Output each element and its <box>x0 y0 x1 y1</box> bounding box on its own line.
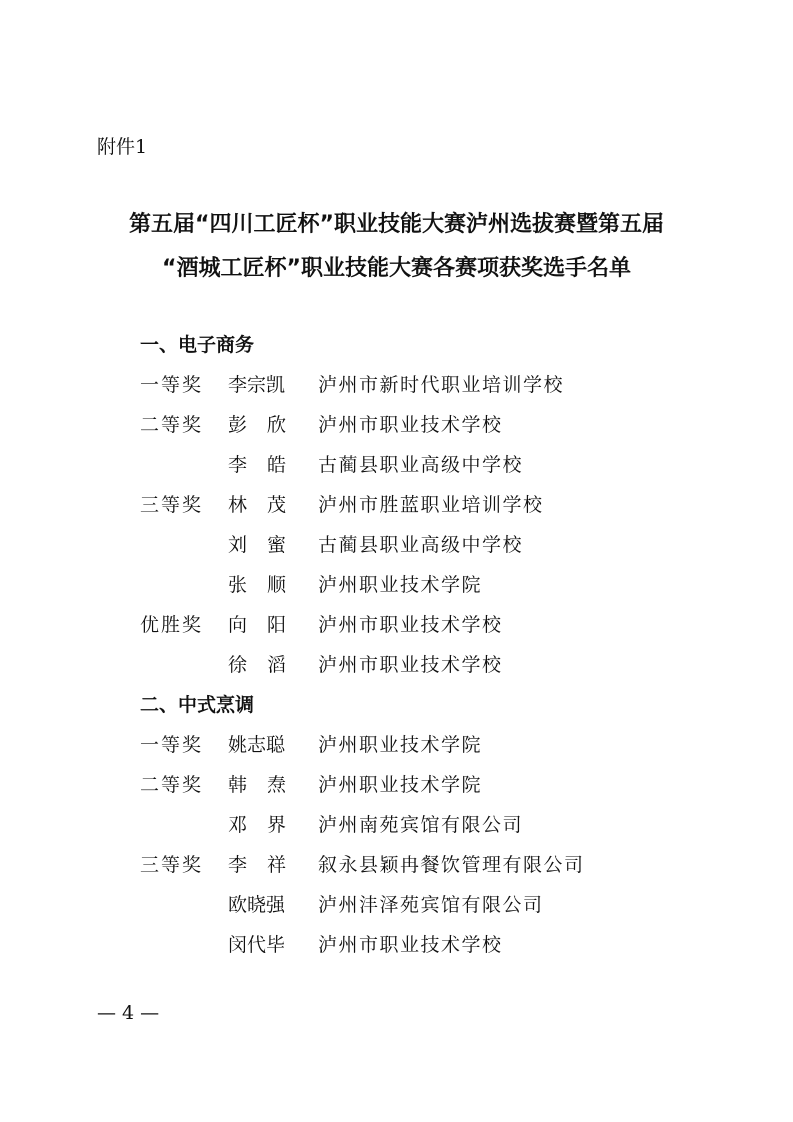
section-heading-ecommerce: 一、电子商务 <box>140 334 255 356</box>
winner-organization: 泸州职业技术学院 <box>318 574 483 596</box>
page-number: — 4 — <box>97 1002 160 1024</box>
winner-organization: 泸州职业技术学院 <box>318 734 483 756</box>
award-level: 优胜奖 <box>140 614 204 636</box>
document-title <box>60 203 733 291</box>
title-line-1: 第五届“四川工匠杯”职业技能大赛泸州选拔赛暨第五届 <box>129 212 664 237</box>
winner-organization: 叙永县颖冉餐饮管理有限公司 <box>318 854 585 876</box>
award-level: 一等奖 <box>140 374 204 396</box>
award-level: 二等奖 <box>140 414 204 436</box>
winner-organization: 古蔺县职业高级中学校 <box>318 454 524 476</box>
winner-organization: 泸州沣泽苑宾馆有限公司 <box>318 894 544 916</box>
winner-name: 欧晓强 <box>228 894 286 916</box>
winner-organization: 泸州市职业技术学校 <box>318 934 503 956</box>
winner-name: 韩焘 <box>228 774 307 796</box>
table-row <box>0 805 793 845</box>
table-row <box>0 565 793 605</box>
award-level: 三等奖 <box>140 854 204 876</box>
winner-name: 姚志聪 <box>228 734 286 756</box>
winner-name: 向阳 <box>228 614 307 636</box>
table-row <box>0 725 793 765</box>
winner-organization: 泸州南苑宾馆有限公司 <box>318 814 524 836</box>
winner-organization: 古蔺县职业高级中学校 <box>318 534 524 556</box>
winner-name: 邓界 <box>228 814 307 836</box>
attachment-label: 附件1 <box>97 136 148 158</box>
title-line-2: “酒城工匠杯”职业技能大赛各赛项获奖选手名单 <box>162 256 631 281</box>
winner-organization: 泸州市职业技术学校 <box>318 614 503 636</box>
winner-name: 李宗凯 <box>228 374 286 396</box>
winner-organization: 泸州市新时代职业培训学校 <box>318 374 565 396</box>
winner-name: 彭欣 <box>228 414 307 436</box>
winner-organization: 泸州市职业技术学校 <box>318 414 503 436</box>
table-row <box>0 445 793 485</box>
winner-name: 刘蜜 <box>228 534 307 556</box>
award-level: 一等奖 <box>140 734 204 756</box>
winner-organization: 泸州职业技术学院 <box>318 774 483 796</box>
table-row <box>0 525 793 565</box>
table-row <box>0 645 793 685</box>
winner-name: 林茂 <box>228 494 307 516</box>
winner-name: 张顺 <box>228 574 307 596</box>
table-row <box>0 365 793 405</box>
table-row <box>0 925 793 965</box>
section-heading-chinese-cooking: 二、中式烹调 <box>140 694 255 716</box>
winner-name: 李皓 <box>228 454 307 476</box>
table-row <box>0 845 793 885</box>
winner-organization: 泸州市胜蓝职业培训学校 <box>318 494 544 516</box>
table-row <box>0 405 793 445</box>
winner-organization: 泸州市职业技术学校 <box>318 654 503 676</box>
award-level: 二等奖 <box>140 774 204 796</box>
table-row <box>0 485 793 525</box>
winner-name: 徐滔 <box>228 654 307 676</box>
winner-name: 李祥 <box>228 854 307 876</box>
award-level: 三等奖 <box>140 494 204 516</box>
table-row <box>0 605 793 645</box>
table-row <box>0 765 793 805</box>
table-row <box>0 885 793 925</box>
winner-name: 闵代毕 <box>228 934 286 956</box>
